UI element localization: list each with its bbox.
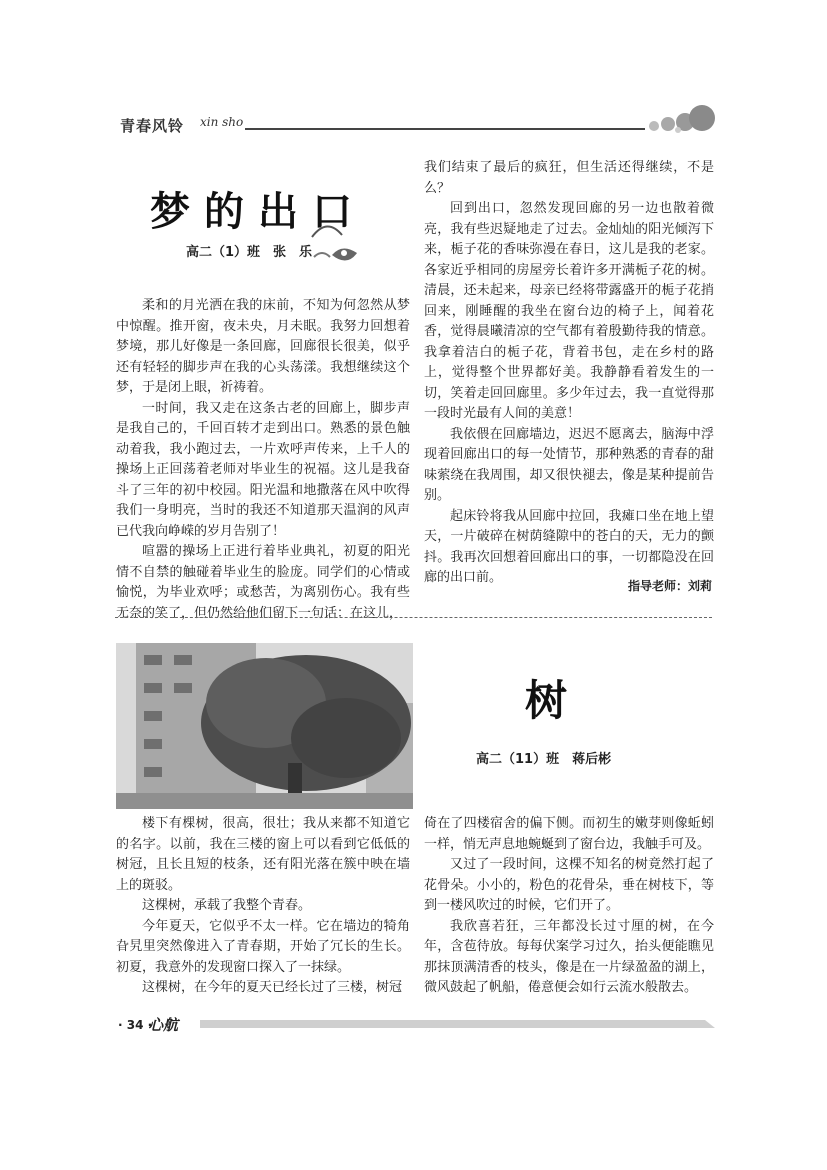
section-title: 青春风铃: [120, 117, 185, 135]
article-byline: 高二（1）班 张 乐: [186, 245, 313, 260]
paragraph: 楼下有棵树，很高，很壮；我从来都不知道它的名字。以前，我在三楼的窗上可以看到它低低的树冠，且长且短的枝条，还有阳光落在簇中映在墙上的斑驳。: [116, 816, 410, 893]
header-rule: [245, 128, 645, 130]
paragraph: 起床铃将我从回廊中拉回，我瘫口坐在地上望天，一片破碎在树荫缝隙中的苍白的天，无力的颤抖。我再次回想着回廊出口的事，一切都隐没在回廊的出口前。: [424, 508, 714, 585]
article1-left-column: [116, 296, 410, 624]
article2-left-column: [116, 814, 410, 999]
flower-ornament-icon: [302, 215, 372, 270]
paragraph: 我欣喜若狂，三年都没长过寸厘的树，在今年，含苞待放。每每伏案学习过久，抬头便能瞧见那抹顶满清香的枝头，像是在一片绿盈盈的湖上，微风鼓起了帆船，倦意便会如行云流水般散去。: [424, 918, 714, 995]
page-number: · 34 ·: [118, 1018, 153, 1032]
paragraph: 今年夏天，它似乎不太一样。它在墙边的犄角旮旯里突然像进入了青春期，开始了冗长的生长。初夏，我意外的发现窗口探入了一抹绿。: [116, 918, 410, 975]
divider: [115, 617, 712, 618]
paragraph: 柔和的月光洒在我的床前，不知为何忽然从梦中惊醒。推开窗，夜未央，月未眠。我努力回想着梦境，那儿好像是一条回廊，回廊很长很美，似乎还有轻轻的脚步声在我的心头荡漾。我想继续这个梦，于是闭上眼，祈祷着。: [116, 298, 410, 395]
paragraph: 喧嚣的操场上正进行着毕业典礼，初夏的阳光情不自禁的触碰着毕业生的脸庞。同学们的心情或愉悦，为毕业欢呼；或愁苦，为离别伤心。我有些无奈的笑了，但仍然给他们留下一句话：在这儿，: [116, 544, 410, 621]
footer-bar: [160, 1020, 715, 1028]
section-pinyin: xin sho: [200, 115, 244, 129]
paragraph: 又过了一段时间，这棵不知名的树竟然打起了花骨朵。小小的，粉色的花骨朵，垂在树枝下，等到一楼风吹过的时候，它们开了。: [424, 857, 714, 913]
circle-dots-icon: [640, 100, 730, 140]
article2-right-column: [424, 814, 714, 999]
paragraph: 我依偎在回廊墙边，迟迟不愿离去，脑海中浮现着回廊出口的每一处情节，那种熟悉的青春的甜味萦绕在我周围，却又很快褪去，像是某种提前告别。: [424, 426, 714, 503]
paragraph: 回到出口，忽然发现回廊的另一边也散着微亮，我有些迟疑地走了过去。金灿灿的阳光倾泻下来，栀子花的香味弥漫在春日，这儿是我的老家。各家近乎相同的房屋旁长着许多开满栀子花的树。清晨，还未起来，母亲已经将带露盛开的栀子花捎回来，刚睡醒的我坐在窗台边的椅子上，闻着花香，觉得晨曦清凉的空气都有着殷勤待我的情意。我拿着洁白的栀子花，背着书包，走在乡村的路上，觉得整个世界都好美。我静静看着发生的一切，笑着走回回廊里。多少年过去，我一直觉得那一段时光最有人间的美意！: [424, 201, 714, 421]
paragraph: 我们结束了最后的疯狂，但生活还得继续，不是么？: [424, 160, 714, 196]
paragraph: 这棵树，在今年的夏天已经长过了三楼，树冠: [142, 980, 403, 995]
paragraph: 这棵树，承载了我整个青春。: [142, 898, 312, 913]
article-title: 梦的出口: [150, 188, 366, 235]
paragraph: 倚在了四楼宿舍的偏下侧。而初生的嫩芽则像蚯蚓一样，悄无声息地蜿蜒到了窗台边，我触手可及。: [424, 816, 714, 852]
article-title: 树: [525, 676, 568, 725]
article1-right-column: [424, 158, 714, 589]
paragraph: 一时间，我又走在这条古老的回廊上，脚步声是我自己的，千回百转才走到出口。熟悉的景色触动着我，我小跑过去，一片欢呼声传来，上千人的操场上正回荡着老师对毕业生的祝福。这儿是我奋斗了三年的初中校园。阳光温和地撒落在风中吹得我们一身明亮，当时的我还不知道那天温润的风声已代我向峥嵘的岁月告别了！: [116, 400, 410, 539]
tree-photo: [116, 643, 413, 809]
teacher-credit: 指导老师：刘莉: [627, 579, 712, 593]
magazine-logo: 心航: [148, 1016, 179, 1034]
article-byline: 高二（11）班 蒋后彬: [476, 752, 612, 767]
